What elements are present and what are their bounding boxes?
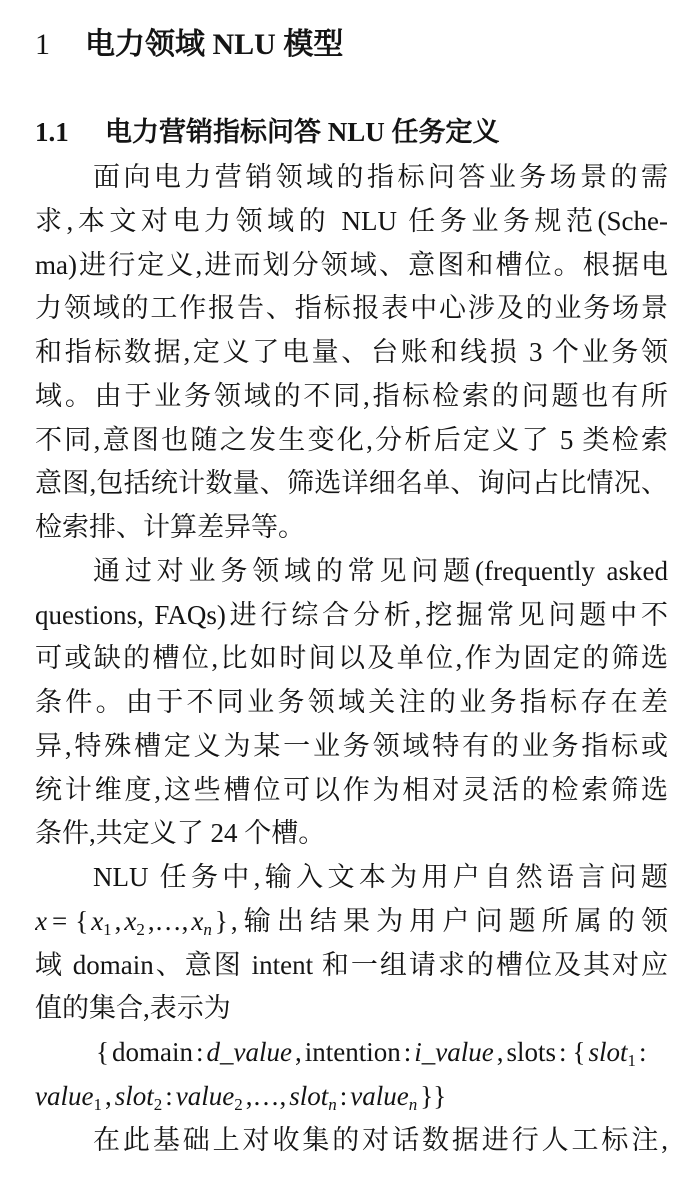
paragraph-3-line: 域 domain、意图 intent 和一组请求的槽位及其对应 xyxy=(35,949,668,980)
paragraph-3-line: NLU 任务中,输入文本为用户自然语言问题 xyxy=(93,862,668,892)
paragraph-2-line: 条件,共定义了 24 个槽。 xyxy=(35,818,326,849)
formula-key: domain xyxy=(111,1037,193,1067)
section-title: 电力领域 NLU 模型 xyxy=(85,28,344,61)
formula-slot: slot xyxy=(588,1037,628,1067)
paragraph-1-line: 求,本文对电力领域的 NLU 任务业务规范(Sche- xyxy=(35,205,668,236)
paragraph-2-line: 条件。由于不同业务领域关注的业务指标存在差 xyxy=(35,687,668,717)
math-operator: = xyxy=(51,905,68,936)
formula-ellipsis: ,…, xyxy=(245,1080,287,1111)
math-variable: x xyxy=(35,905,47,936)
formula-key: slots xyxy=(506,1037,556,1067)
formula-comma: , xyxy=(104,1080,112,1111)
formula-key: intention xyxy=(304,1037,401,1067)
paragraph-3-text: ,输出结果为用户问题所属的领 xyxy=(230,905,668,936)
subsection-number: 1.1 xyxy=(35,117,69,147)
subsection-title: 电力营销指标问答 NLU 任务定义 xyxy=(105,117,500,147)
section-number: 1 xyxy=(35,28,50,61)
paragraph-1-line: ma)进行定义,进而划分领域、意图和槽位。根据电 xyxy=(35,249,668,280)
formula-line-2 xyxy=(35,1075,668,1119)
paragraph-1-line: 意图,包括统计数量、筛选详细名单、询问占比情况、 xyxy=(35,468,668,499)
math-variable: x xyxy=(191,905,204,936)
formula-colon: : xyxy=(639,1037,647,1067)
formula-brace: { xyxy=(572,1037,586,1067)
formula-colon: : xyxy=(195,1037,204,1067)
math-subscript: 1 xyxy=(103,919,112,939)
math-variable: x xyxy=(124,905,137,936)
paragraph-1-line: 力领域的工作报告、指标报表中心涉及的业务场景 xyxy=(35,293,668,324)
math-variable: x xyxy=(91,905,104,936)
paragraph-2-line: 统计维度,这些槽位可以作为相对灵活的检索筛选 xyxy=(35,774,668,805)
math-ellipsis: ,…, xyxy=(147,905,189,936)
formula-colon: : xyxy=(559,1037,567,1067)
formula-colon: : xyxy=(339,1080,348,1111)
formula-subscript: n xyxy=(328,1094,337,1114)
paragraph-1-line: 检索排、计算差异等。 xyxy=(35,512,305,542)
section-heading xyxy=(35,22,668,68)
paragraph-1-line: 域。由于业务领域的不同,指标检索的问题也有所 xyxy=(35,380,668,411)
paragraph-2-line: 可或缺的槽位,比如时间以及单位,作为固定的筛选 xyxy=(35,643,668,674)
formula-comma: , xyxy=(294,1037,302,1067)
paragraph-3-math-line xyxy=(35,900,668,944)
paragraph-3-line: 值的集合,表示为 xyxy=(35,993,231,1024)
paragraph-2-line: 通过对业务领域的常见问题(frequently asked xyxy=(93,555,668,586)
paragraph-2-line: questions, FAQs)进行综合分析,挖掘常见问题中不 xyxy=(35,599,668,630)
formula-colon: : xyxy=(165,1080,173,1111)
math-subscript: n xyxy=(203,919,212,939)
formula-brace: { xyxy=(96,1037,109,1067)
paragraph-4-line: 在此基础上对收集的对话数据进行人工标注, xyxy=(93,1124,668,1155)
formula-line-1 xyxy=(35,1031,668,1075)
formula-colon: : xyxy=(403,1037,412,1067)
formula-value: i_value xyxy=(414,1037,494,1067)
formula-comma: , xyxy=(496,1037,504,1067)
paragraph-1-line: 不同,意图也随之发生变化,分析后定义了 5 类检索 xyxy=(35,424,668,455)
formula-subscript: 1 xyxy=(627,1051,636,1070)
math-brace: { xyxy=(75,905,89,936)
formula-subscript: 1 xyxy=(93,1094,102,1114)
math-separator: , xyxy=(114,905,122,936)
formula-brace: }} xyxy=(420,1080,447,1111)
formula-value: value xyxy=(35,1080,94,1111)
formula-subscript: n xyxy=(408,1094,418,1114)
formula-slot: slot xyxy=(114,1080,154,1111)
paragraph-2-line: 异,特殊槽定义为某一业务领域特有的业务指标或 xyxy=(35,730,668,761)
formula-value: value xyxy=(175,1080,235,1111)
math-brace: } xyxy=(214,905,228,936)
subsection-heading xyxy=(35,110,668,154)
body-text xyxy=(35,156,668,1162)
paragraph-1-line: 面向电力营销领域的指标问答业务场景的需 xyxy=(93,162,668,192)
formula-value: d_value xyxy=(206,1037,292,1067)
paragraph-1-line: 和指标数据,定义了电量、台账和线损 3 个业务领 xyxy=(35,337,668,367)
formula-subscript: 2 xyxy=(234,1094,243,1114)
formula-subscript: 2 xyxy=(153,1094,163,1114)
math-subscript: 2 xyxy=(136,919,145,939)
formula-value: value xyxy=(350,1080,409,1111)
formula-slot: slot xyxy=(289,1080,329,1111)
